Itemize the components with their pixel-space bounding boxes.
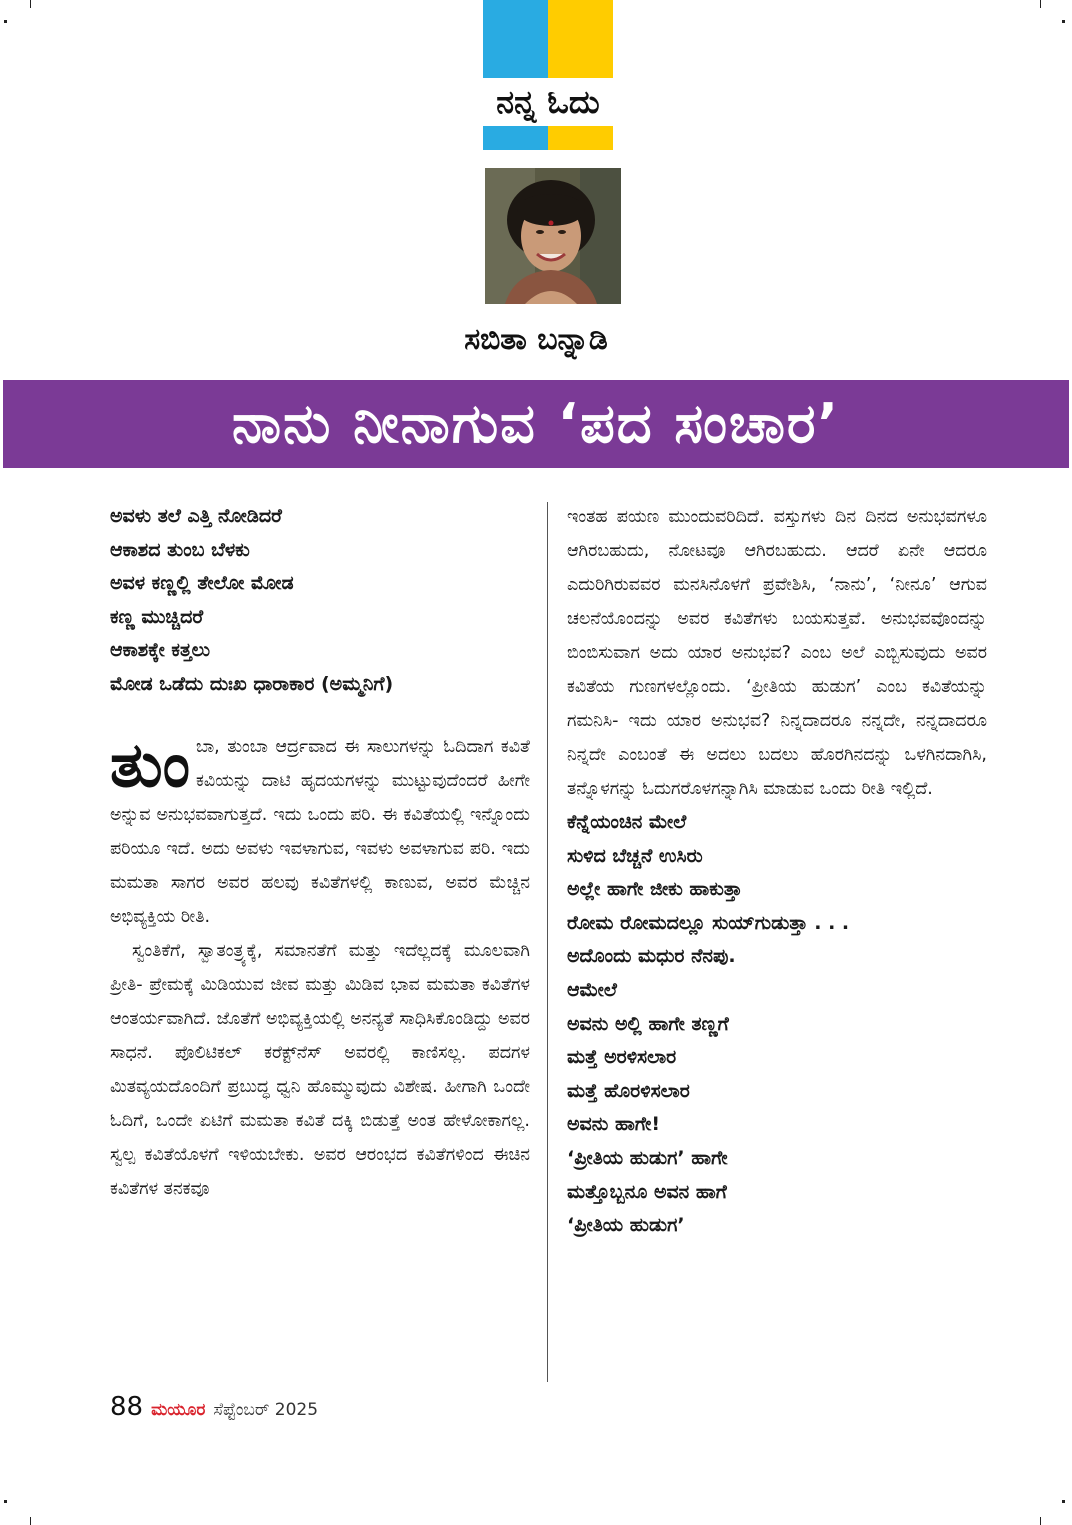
crop-mark	[1062, 20, 1065, 23]
crop-mark	[1062, 1500, 1065, 1503]
crop-mark	[30, 0, 31, 8]
page-number: 88	[110, 1392, 144, 1422]
poem-line: ಕೆನ್ನೆಯಂಚಿನ ಮೇಲೆ	[567, 811, 687, 833]
poem-line: ಸುಳಿದ ಬೆಚ್ಚನೆ ಉಸಿರು	[567, 844, 703, 867]
poem-line: ‘ಪ್ರೀತಿಯ ಹುಡುಗ’	[567, 1214, 685, 1237]
poem-line: ಮತ್ತೆ ಹೊರಳಿಸಲಾರ	[567, 1079, 690, 1102]
crop-mark	[1040, 0, 1041, 8]
paragraph-text: ಬಾ, ತುಂಬಾ ಆರ್ದ್ರವಾದ ಈ ಸಾಲುಗಳನ್ನು ಓದಿದಾಗ ಕವಿತೆ ಕವಿಯನ್ನು ದಾಟಿ ಹೃದಯಗಳನ್ನು ಮುಟ್ಟುವುದೆಂದರೆ ಹೀಗೇ ಅನ್ನುವ ಅನುಭವವಾಗುತ್ತದೆ. ಇದು ಒಂದು ಪರಿ. ಈ ಕವಿತೆಯಲ್ಲಿ ಇನ್ನೊಂದು ಪರಿಯೂ ಇದೆ. ಅದು ಅವಳು ಇವಳಾಗುವ, ಇವಳು ಅವಳಾಗುವ ಪರಿ. ಇದು ಮಮತಾ ಸಾಗರ ಅವರ ಹಲವು ಕವಿತೆಗಳಲ್ಲಿ ಕಾಣುವ, ಅವರ ಮೆಚ್ಚಿನ ಅಭಿವ್ಯಕ್ತಿಯ ರೀತಿ.	[110, 736, 530, 927]
body-paragraph: ಇಂತಹ ಪಯಣ ಮುಂದುವರಿದಿದೆ. ವಸ್ತುಗಳು ದಿನ ದಿನದ ಅನುಭವಗಳೂ ಆಗಿರಬಹುದು, ನೋಟವೂ ಆಗಿರಬಹುದು. ಆದರೆ ಏನೇ ಆದರೂ ಎದುರಿಗಿರುವವರ ಮನಸಿನೊಳಗೆ ಪ್ರವೇಶಿಸಿ, ‘ನಾನು’, ‘ನೀನೂ’ ಆಗುವ ಚಲನೆಯೊಂದನ್ನು ಅವರ ಕವಿತೆಗಳು ಬಯಸುತ್ತವೆ. ಅನುಭವವೊಂದನ್ನು ಬಿಂಬಿಸುವಾಗ ಅದು ಯಾರ ಅನುಭವ? ಎಂಬ ಅಲೆ ಎಬ್ಬಿಸುವುದು ಅವರ ಕವಿತೆಯ ಗುಣಗಳಲ್ಲೊಂದು. ‘ಪ್ರೀತಿಯ ಹುಡುಗ’ ಎಂಬ ಕವಿತೆಯನ್ನು ಗಮನಿಸಿ- ಇದು ಯಾರ ಅನುಭವ? ನಿನ್ನದಾದರೂ ನನ್ನದೇ, ನನ್ನದಾದರೂ ನಿನ್ನದೇ ಎಂಬಂತೆ ಈ ಅದಲು ಬದಲು ಹೊರಗಿನದನ್ನು ಒಳಗಿನದಾಗಿಸಿ, ತನ್ನೊಳಗನ್ನು ಓದುಗರೊಳಗನ್ನಾಗಿಸಿ ಮಾಡುವ ಒಂದು ರೀತಿ ಇಲ್ಲಿದೆ.	[567, 507, 987, 799]
poem-line: ಅಲ್ಲೇ ಹಾಗೇ ಜೀಕು ಹಾಕುತ್ತಾ	[567, 878, 743, 901]
section-logo	[483, 0, 613, 150]
spacer	[110, 702, 530, 730]
page-footer	[110, 1392, 318, 1422]
author-portrait-icon	[485, 168, 621, 304]
drop-cap: ತುಂ	[110, 727, 191, 801]
poem-line: ಅವನು ಹಾಗೇ!	[567, 1113, 660, 1136]
poem-line: ಅವಳ ಕಣ್ಣಲ್ಲಿ ತೇಲೋ ಮೋಡ	[110, 572, 294, 595]
author-photo	[485, 168, 621, 304]
poem-line: ಆಕಾಶದ ತುಂಬ ಬೆಳಕು	[110, 538, 250, 561]
poem-line: ‘ಪ್ರೀತಿಯ ಹುಡುಗ’ ಹಾಗೇ	[567, 1146, 728, 1169]
right-column	[567, 500, 987, 1243]
crop-mark	[30, 1517, 31, 1525]
column-divider	[547, 502, 548, 1382]
poem-line: ಕಣ್ಣ ಮುಚ್ಚಿದರೆ	[110, 605, 204, 628]
body-paragraph: ಸ್ವಂತಿಕೆಗೆ, ಸ್ವಾತಂತ್ರ್ಯಕ್ಕೆ, ಸಮಾನತೆಗೆ ಮತ್ತು ಇದೆಲ್ಲದಕ್ಕೆ ಮೂಲವಾಗಿ ಪ್ರೀತಿ- ಪ್ರೇಮಕ್ಕೆ ಮಿಡಿಯುವ ಜೀವ ಮತ್ತು ಮಿಡಿವ ಭಾವ ಮಮತಾ ಕವಿತೆಗಳ ಆಂತರ್ಯವಾಗಿದೆ. ಜೊತೆಗೆ ಅಭಿವ್ಯಕ್ತಿಯಲ್ಲಿ ಅನನ್ಯತೆ ಸಾಧಿಸಿಕೊಂಡಿದ್ದು ಅವರ ಸಾಧನೆ. ಪೊಲಿಟಿಕಲ್ ಕರೆಕ್ಟ್‌ನೆಸ್ ಅವರಲ್ಲಿ ಕಾಣಿಸಲ್ಲ. ಪದಗಳ ಮಿತವ್ಯಯದೊಂದಿಗೆ ಪ್ರಬುದ್ಧ ಧ್ವನಿ ಹೊಮ್ಮುವುದು ವಿಶೇಷ. ಹೀಗಾಗಿ ಒಂದೇ ಓದಿಗೆ, ಒಂದೇ ಏಟಿಗೆ ಮಮತಾ ಕವಿತೆ ದಕ್ಕಿ ಬಿಡುತ್ತೆ ಅಂತ ಹೇಳೋಕಾಗಲ್ಲ. ಸ್ವಲ್ಪ ಕವಿತೆಯೊಳಗೆ ಇಳಿಯಬೇಕು. ಅವರ ಆರಂಭದ ಕವಿತೆಗಳಿಂದ ಈಚಿನ ಕವಿತೆಗಳ ತನಕವೂ	[110, 940, 530, 1199]
body-paragraph	[110, 727, 530, 934]
poem-line: ಆಮೇಲೆ	[567, 978, 617, 1001]
poem-line: ಮತ್ತೆ ಅರಳಿಸಲಾರ	[567, 1046, 677, 1069]
logo-blue-panel	[483, 0, 548, 150]
magazine-name: ಮಯೂರ	[151, 1400, 206, 1420]
poem-line: ಮೋಡ ಒಡೆದು ದುಃಖ ಧಾರಾಕಾರ (ಅಮ್ಮನಿಗೆ)	[110, 672, 394, 695]
logo-yellow-panel	[548, 0, 613, 150]
poem-line: ಮತ್ತೊಬ್ಬನೂ ಅವನ ಹಾಗೆ	[567, 1180, 727, 1203]
crop-mark	[1040, 1517, 1041, 1525]
article-title: ನಾನು ನೀನಾಗುವ ‘ಪದ ಸಂಚಾರ’	[231, 392, 841, 455]
logo-text: ನನ್ನ ಓದು	[483, 78, 613, 126]
poem-line: ರೋಮ ರೋಮದಲ್ಲೂ ಸುಯ್‌ಗುಡುತ್ತಾ . . .	[567, 911, 850, 934]
poem-line: ಅವಳು ತಲೆ ಎತ್ತಿ ನೋಡಿದರೆ	[110, 505, 282, 527]
issue-date: ಸೆಪ್ಟೆಂಬರ್ 2025	[213, 1400, 319, 1420]
author-name: ಸಬಿತಾ ಬನ್ನಾಡಿ	[464, 322, 608, 357]
left-column	[110, 500, 530, 1206]
crop-mark	[4, 20, 7, 23]
title-banner	[3, 380, 1069, 468]
poem-line: ಆಕಾಶಕ್ಕೇ ಕತ್ತಲು	[110, 639, 211, 662]
poem-line: ಅದೊಂದು ಮಧುರ ನೆನಪು.	[567, 945, 736, 968]
crop-mark	[4, 1500, 7, 1503]
poem-line: ಅವನು ಅಲ್ಲಿ ಹಾಗೇ ತಣ್ಣಗೆ	[567, 1012, 729, 1035]
